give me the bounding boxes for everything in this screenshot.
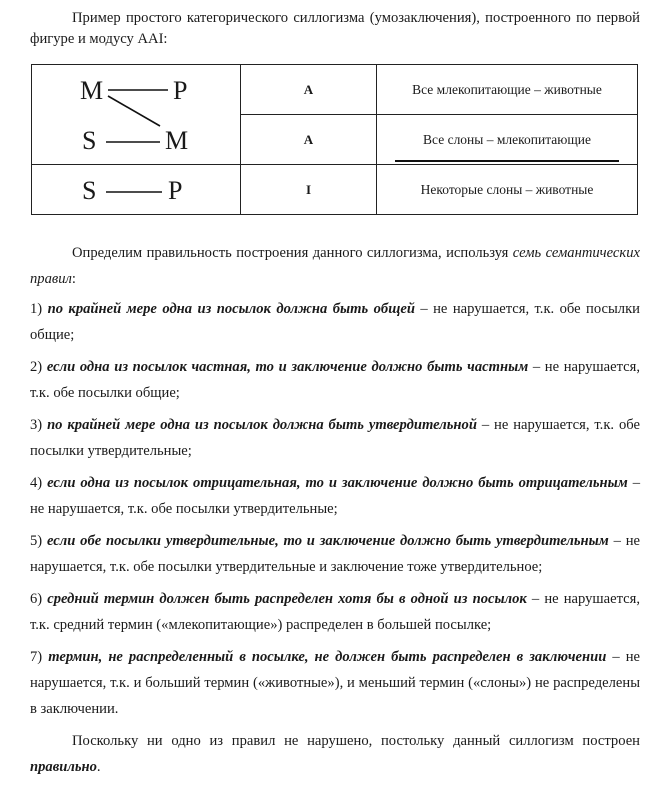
rule-text: если обе посылки утвердительные, то и заключение должно быть утвердительным xyxy=(46,533,609,549)
rule-result: – не нарушается, т.к. средний термин («млекопитающие») распределен в большей посылке; xyxy=(30,591,641,633)
term-m: M xyxy=(80,76,104,105)
rule-number: 4) xyxy=(30,475,48,491)
intro-text: Пример простого категорического силлогизма (умозаключения), построенного по первой фигуре и модусу ААI: xyxy=(30,10,640,47)
analysis-section xyxy=(30,240,640,780)
lead-colon: : xyxy=(71,271,76,287)
rule-number: 7) xyxy=(30,649,49,665)
rule-result: – не нарушается, т.к. обе посылки утвердительные и заключение тоже утвердительное; xyxy=(30,533,640,575)
rule-text: если одна из посылок отрицательная, то и заключение должно быть отрицательным xyxy=(47,475,628,491)
conclusion-text: Поскольку ни одно из правил не нарушено, постольку данный силлогизм построен xyxy=(72,733,640,749)
mood-cell: A xyxy=(241,65,377,115)
rule-text: если одна из посылок частная, то и заключение должно быть частным xyxy=(46,359,529,375)
rule-1 xyxy=(30,296,640,348)
rule-6 xyxy=(30,586,640,638)
rule-2 xyxy=(30,354,640,406)
conclusion-bold: правильно xyxy=(30,759,97,775)
rule-result: – не нарушается, т.к. и больший термин («животные»), и меньший термин («слоны») не распределены в заключении. xyxy=(30,649,640,717)
minor-premise-text: Все слоны – млекопитающие xyxy=(423,132,591,147)
major-premise: Все млекопитающие – животные xyxy=(377,65,638,115)
minor-premise xyxy=(377,115,638,165)
rule-5 xyxy=(30,528,640,580)
rule-text: термин, не распределенный в посылке, не должен быть распределен в заключении xyxy=(48,649,607,665)
conclusion: Некоторые слоны – животные xyxy=(377,165,638,215)
term-s: S xyxy=(82,126,97,155)
term-p: P xyxy=(173,76,188,105)
rule-text: по крайней мере одна из посылок должна быть утвердительной xyxy=(47,417,477,433)
diagram-lines xyxy=(40,70,240,215)
mood-cell: A xyxy=(241,115,377,165)
rule-4 xyxy=(30,470,640,522)
rule-text: по крайней мере одна из посылок должна быть общей xyxy=(47,301,415,317)
term-m: M xyxy=(165,126,189,155)
term-p: P xyxy=(168,176,183,205)
term-s: S xyxy=(82,176,97,205)
rule-result: – не нарушается, т.к. обе посылки утвердительные; xyxy=(30,475,640,517)
conclusion-end: . xyxy=(96,759,101,775)
rule-text: средний термин должен быть распределен хотя бы в одной из посылок xyxy=(47,591,527,607)
rule-3 xyxy=(30,412,640,464)
rule-number: 5) xyxy=(30,533,47,549)
line-m-m xyxy=(108,96,160,126)
lead-paragraph xyxy=(30,240,640,292)
lead-text: Определим правильность построения данного силлогизма, используя xyxy=(72,245,513,261)
rule-number: 6) xyxy=(30,591,48,607)
lead-italic: семь семантических правил xyxy=(30,245,640,287)
conclusion-line xyxy=(395,160,619,162)
conclusion-paragraph xyxy=(30,728,640,780)
rule-result: – не нарушается, т.к. обе посылки общие; xyxy=(30,301,640,343)
mood-cell: I xyxy=(241,165,377,215)
rule-number: 1) xyxy=(30,301,48,317)
syllogism-diagram xyxy=(40,70,240,215)
rule-7 xyxy=(30,644,640,722)
rule-number: 2) xyxy=(30,359,47,375)
rule-number: 3) xyxy=(30,417,48,433)
rule-result: – не нарушается, т.к. обе посылки утвердительные; xyxy=(30,417,640,459)
rule-result: – не нарушается, т.к. обе посылки общие; xyxy=(30,359,641,401)
